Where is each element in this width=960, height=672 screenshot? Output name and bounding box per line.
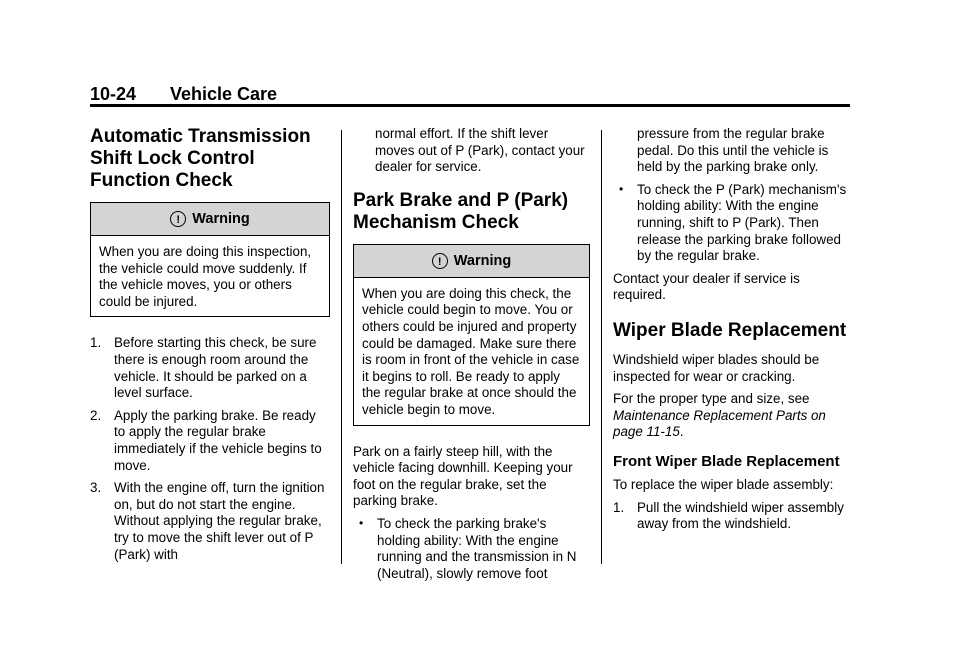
list-item: • To check the parking brake's holding ability: With the engine running and the transmission in N (Neutral), slowly remove foot (359, 515, 577, 581)
warning-box (90, 202, 330, 317)
subsection-heading: Front Wiper Blade Replacement (613, 452, 840, 470)
paragraph: Contact your dealer if service is required. (613, 270, 800, 303)
warning-text: When you are doing this check, the vehicle could begin to move. You or others could be injured and property could be damaged. Make sure there is room in front of the vehicle in case it begins to roll. Be ready to apply the regular brake at once should the vehicle begin to move. (362, 285, 580, 417)
header-rule (90, 104, 850, 107)
list-item: • To check the P (Park) mechanism's holding ability: With the engine running, shift to P (Park). Then release the parking brake followed by the regular brake. (619, 181, 847, 264)
bullet-icon: • (359, 515, 364, 530)
continued-text: normal effort. If the shift lever moves out of P (Park), contact your dealer for service. (375, 126, 585, 175)
section-title: Vehicle Care (170, 84, 278, 104)
step-list (90, 335, 330, 563)
warning-icon: ! (432, 253, 448, 269)
cross-reference-link[interactable]: Maintenance Replacement Parts on page 11-15 (613, 407, 826, 440)
section-heading: Park Brake and P (Park) Mechanism Check (353, 189, 569, 233)
bullet-list (613, 182, 850, 265)
continued-text: pressure from the regular brake pedal. Do this until the vehicle is held by the parking brake only. (637, 126, 829, 175)
page-header (90, 84, 850, 106)
page-number: 10-24 (90, 84, 137, 104)
warning-icon: ! (170, 211, 186, 227)
warning-header (91, 203, 329, 236)
warning-title: Warning (453, 252, 512, 269)
bullet-list (353, 516, 590, 582)
section-heading: Wiper Blade Replacement (613, 319, 847, 341)
warning-title: Warning (192, 211, 250, 227)
paragraph: To replace the wiper blade assembly: (613, 476, 834, 492)
paragraph: For the proper type and size, see Maintenance Replacement Parts on page 11-15. (613, 391, 826, 440)
column-2 (353, 126, 590, 588)
column-3 (613, 126, 850, 539)
bullet-icon: • (619, 181, 624, 196)
warning-text: When you are doing this inspection, the vehicle could move suddenly. If the vehicle moves, you or others could be injured. (99, 244, 312, 309)
list-item: 3. With the engine off, turn the ignition on, but do not start the engine. Without applying the regular brake, try to move the shift lever out of P (Park) with (90, 480, 325, 562)
list-item: 2. Apply the parking brake. Be ready to apply the regular brake immediately if the vehicle begins to move. (90, 407, 322, 473)
warning-header (354, 245, 589, 278)
column-divider (601, 130, 602, 564)
column-1 (90, 126, 330, 569)
list-item: 1. Before starting this check, be sure there is enough room around the vehicle. It should be parked on a level surface. (90, 335, 317, 401)
list-item: 1. Pull the windshield wiper assembly away from the windshield. (613, 499, 844, 532)
column-divider (341, 130, 342, 564)
step-list (613, 500, 850, 533)
warning-box (353, 244, 590, 426)
section-heading: Automatic Transmission Shift Lock Control Function Check (90, 126, 311, 191)
paragraph: Park on a fairly steep hill, with the vehicle facing downhill. Keeping your foot on the regular brake, set the parking brake. (353, 443, 573, 509)
paragraph: Windshield wiper blades should be inspected for wear or cracking. (613, 351, 820, 384)
